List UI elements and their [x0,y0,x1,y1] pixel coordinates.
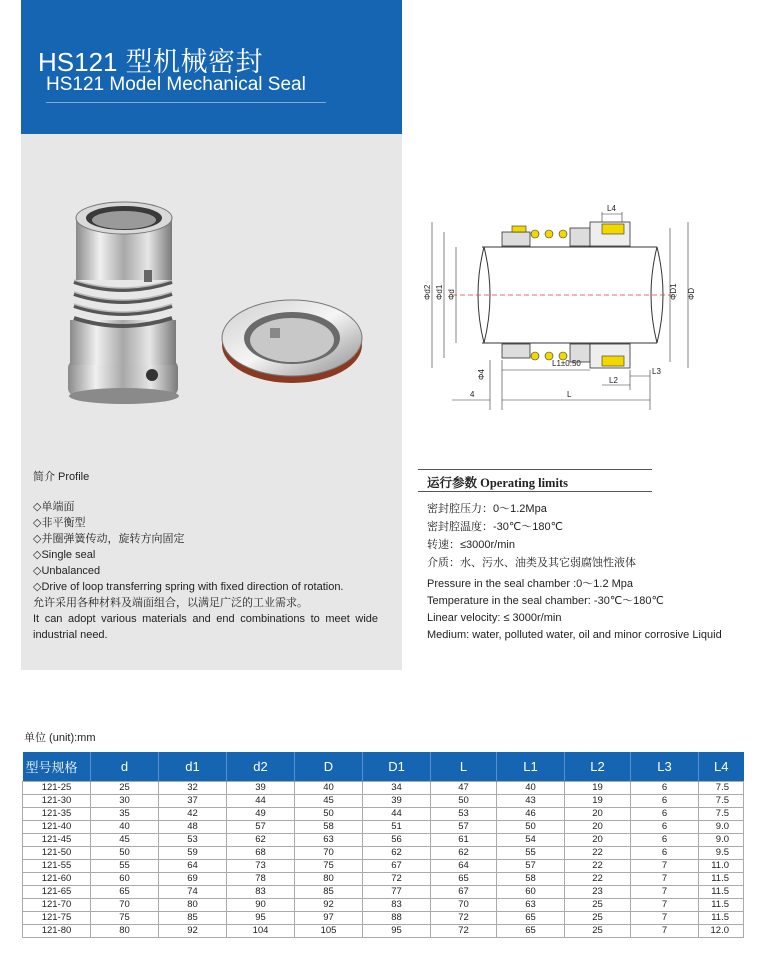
label-d2: Φd2 [423,284,432,300]
operating-heading: 运行参数 Operating limits [427,476,568,490]
profile-para-cn: 允许采用各种材料及端面组合，以满足广泛的工业需求。 [33,597,308,609]
table-cell: 121-30 [23,794,91,807]
table-cell: 60 [91,872,159,885]
table-cell: 104 [227,924,295,937]
table-cell: 65 [91,885,159,898]
table-cell: 65 [497,911,565,924]
label-D: ΦD [687,287,696,300]
table-cell: 6 [631,807,699,820]
title-cn-suffix: 型机械密封 [125,47,264,77]
table-cell: 50 [91,846,159,859]
table-cell: 53 [431,807,497,820]
table-row [23,807,744,820]
op-divider-top [418,469,652,470]
table-cell: 7 [631,898,699,911]
table-cell: 22 [565,872,631,885]
table-cell: 19 [565,794,631,807]
unit-label: 单位 (unit):mm [24,732,96,744]
label-d1: Φd1 [435,284,444,300]
table-cell: 6 [631,781,699,794]
table-cell: 30 [91,794,159,807]
seal-assembly [68,202,179,404]
table-cell: 6 [631,820,699,833]
table-cell: 105 [295,924,363,937]
operating-item-en: Linear velocity: ≤ 3000r/min [427,612,562,624]
page-title-en: HS121 Model Mechanical Seal [46,74,306,95]
operating-item-cn: 介质：水、污水、油类及其它弱腐蚀性液体 [427,557,636,569]
table-cell: 11.5 [699,911,744,924]
table-cell: 92 [295,898,363,911]
table-cell: 25 [565,898,631,911]
label-L4: L4 [607,204,616,213]
table-cell: 20 [565,807,631,820]
table-cell: 7 [631,885,699,898]
label-L3: L3 [652,367,661,376]
table-cell: 121-65 [23,885,91,898]
table-cell: 20 [565,820,631,833]
table-cell: 121-50 [23,846,91,859]
header-L1: L1 [497,752,565,781]
table-cell: 80 [91,924,159,937]
table-cell: 37 [159,794,227,807]
table-cell: 85 [295,885,363,898]
label-four: 4 [470,390,475,399]
table-cell: 80 [159,898,227,911]
header-L2: L2 [565,752,631,781]
table-cell: 74 [159,885,227,898]
table-cell: 72 [431,911,497,924]
table-cell: 68 [227,846,295,859]
table-cell: 70 [91,898,159,911]
table-body [23,781,744,937]
table-cell: 23 [565,885,631,898]
table-cell: 97 [295,911,363,924]
table-cell: 45 [91,833,159,846]
table-cell: 121-70 [23,898,91,911]
table-cell: 32 [159,781,227,794]
table-cell: 7 [631,924,699,937]
profile-para-en: It can adopt various materials and end combinations to meet wide industrial need. [33,613,378,641]
table-cell: 58 [497,872,565,885]
label-D1: ΦD1 [669,283,678,300]
table-cell: 11.5 [699,898,744,911]
table-row [23,833,744,846]
table-cell: 39 [363,794,431,807]
table-cell: 64 [159,859,227,872]
header-L: L [431,752,497,781]
profile-item: ◇并圈弹簧传动，旋转方向固定 [33,533,185,545]
label-L2: L2 [609,376,618,385]
table-cell: 39 [227,781,295,794]
table-cell: 88 [363,911,431,924]
header-L3: L3 [631,752,699,781]
table-cell: 58 [295,820,363,833]
table-cell: 6 [631,846,699,859]
label-phi4: Φ4 [477,369,486,380]
table-cell: 62 [431,846,497,859]
table-cell: 70 [295,846,363,859]
table-row [23,898,744,911]
table-cell: 121-60 [23,872,91,885]
table-cell: 51 [363,820,431,833]
table-cell: 65 [431,872,497,885]
table-cell: 90 [227,898,295,911]
table-cell: 63 [497,898,565,911]
table-cell: 50 [431,794,497,807]
table-cell: 50 [295,807,363,820]
profile-item: ◇非平衡型 [33,517,86,529]
profile-heading: 简介 Profile [33,471,90,483]
table-cell: 56 [363,833,431,846]
table-cell: 72 [363,872,431,885]
table-cell: 6 [631,794,699,807]
table-cell: 7 [631,859,699,872]
table-cell: 121-35 [23,807,91,820]
header-d1: d1 [159,752,227,781]
table-cell: 25 [565,924,631,937]
table-cell: 22 [565,859,631,872]
table-cell: 57 [431,820,497,833]
table-cell: 6 [631,833,699,846]
table-cell: 95 [363,924,431,937]
dimension-table [22,752,744,938]
table-cell: 85 [159,911,227,924]
table-row [23,820,744,833]
operating-item-cn: 转速：≤3000r/min [427,539,515,551]
operating-list-en [427,576,727,644]
table-cell: 67 [363,859,431,872]
table-cell: 70 [431,898,497,911]
table-cell: 48 [159,820,227,833]
table-cell: 54 [497,833,565,846]
table-cell: 69 [159,872,227,885]
table-cell: 83 [227,885,295,898]
table-cell: 40 [91,820,159,833]
table-cell: 73 [227,859,295,872]
table-cell: 40 [497,781,565,794]
table-cell: 77 [363,885,431,898]
table-cell: 59 [159,846,227,859]
header-d: d [91,752,159,781]
table-cell: 121-45 [23,833,91,846]
table-header-row [23,752,744,781]
table-cell: 7.5 [699,807,744,820]
table-cell: 75 [295,859,363,872]
label-d: Φd [447,289,456,300]
table-cell: 19 [565,781,631,794]
table-cell: 25 [91,781,159,794]
operating-item-cn: 密封腔压力：0～1.2Mpa [427,503,547,515]
table-cell: 9.0 [699,820,744,833]
table-cell: 65 [497,924,565,937]
shaft [452,247,677,343]
table-cell: 63 [295,833,363,846]
header-model: 型号规格 [23,752,91,781]
table-cell: 47 [431,781,497,794]
table-row [23,872,744,885]
table-cell: 55 [497,846,565,859]
table-cell: 62 [227,833,295,846]
table-row [23,781,744,794]
table-cell: 34 [363,781,431,794]
table-cell: 7.5 [699,794,744,807]
table-cell: 95 [227,911,295,924]
table-cell: 9.0 [699,833,744,846]
profile-item: ◇Unbalanced [33,565,101,577]
table-cell: 121-25 [23,781,91,794]
model-number: HS121 [38,47,118,77]
table-cell: 45 [295,794,363,807]
table-cell: 50 [497,820,565,833]
profile-list [33,499,378,643]
table-cell: 53 [159,833,227,846]
table-cell: 62 [363,846,431,859]
operating-item-en: Medium: water, polluted water, oil and minor corrosive Liquid [427,629,722,641]
label-L: L [567,390,572,399]
header-L4: L4 [699,752,744,781]
profile-item: ◇Single seal [33,549,96,561]
table-cell: 49 [227,807,295,820]
profile-item: ◇Drive of loop transferring spring with fixed direction of rotation. [33,581,344,593]
seat-ring [222,300,362,383]
table-cell: 9.5 [699,846,744,859]
operating-item-en: Pressure in the seal chamber :0～1.2 Mpa [427,578,634,590]
table-cell: 92 [159,924,227,937]
table-cell: 57 [227,820,295,833]
title-divider [46,102,326,103]
table-cell: 55 [91,859,159,872]
table-cell: 61 [431,833,497,846]
table-cell: 25 [565,911,631,924]
table-cell: 44 [363,807,431,820]
table-cell: 44 [227,794,295,807]
table-row [23,859,744,872]
table-cell: 22 [565,846,631,859]
dimension-lines [432,222,688,410]
seal-cross-section-diagram [412,200,702,415]
table-cell: 11.0 [699,859,744,872]
header-d2: d2 [227,752,295,781]
table-cell: 11.5 [699,885,744,898]
table-cell: 12.0 [699,924,744,937]
label-L1: L1±0.50 [552,359,581,368]
seal-section-top [502,212,630,246]
table-cell: 7.5 [699,781,744,794]
table-cell: 121-40 [23,820,91,833]
table-cell: 7 [631,911,699,924]
table-cell: 83 [363,898,431,911]
op-divider-bottom [418,491,652,492]
operating-list-cn [427,500,636,572]
table-row [23,794,744,807]
table-cell: 57 [497,859,565,872]
table-cell: 46 [497,807,565,820]
table-cell: 11.5 [699,872,744,885]
table-cell: 43 [497,794,565,807]
operating-item-cn: 密封腔温度：-30℃～180℃ [427,521,563,533]
table-cell: 42 [159,807,227,820]
table-cell: 75 [91,911,159,924]
table-cell: 20 [565,833,631,846]
table-cell: 60 [497,885,565,898]
table-cell: 64 [431,859,497,872]
product-photo [40,170,370,420]
header-D: D [295,752,363,781]
table-cell: 121-80 [23,924,91,937]
table-cell: 67 [431,885,497,898]
table-cell: 40 [295,781,363,794]
table-cell: 35 [91,807,159,820]
table-cell: 121-55 [23,859,91,872]
table-cell: 72 [431,924,497,937]
table-cell: 78 [227,872,295,885]
table-row [23,846,744,859]
header-D1: D1 [363,752,431,781]
table-cell: 7 [631,872,699,885]
table-cell: 80 [295,872,363,885]
table-row [23,885,744,898]
table-row [23,911,744,924]
profile-item: ◇单端面 [33,501,75,513]
table-cell: 121-75 [23,911,91,924]
operating-item-en: Temperature in the seal chamber: -30℃～180℃ [427,595,664,607]
table-row [23,924,744,937]
